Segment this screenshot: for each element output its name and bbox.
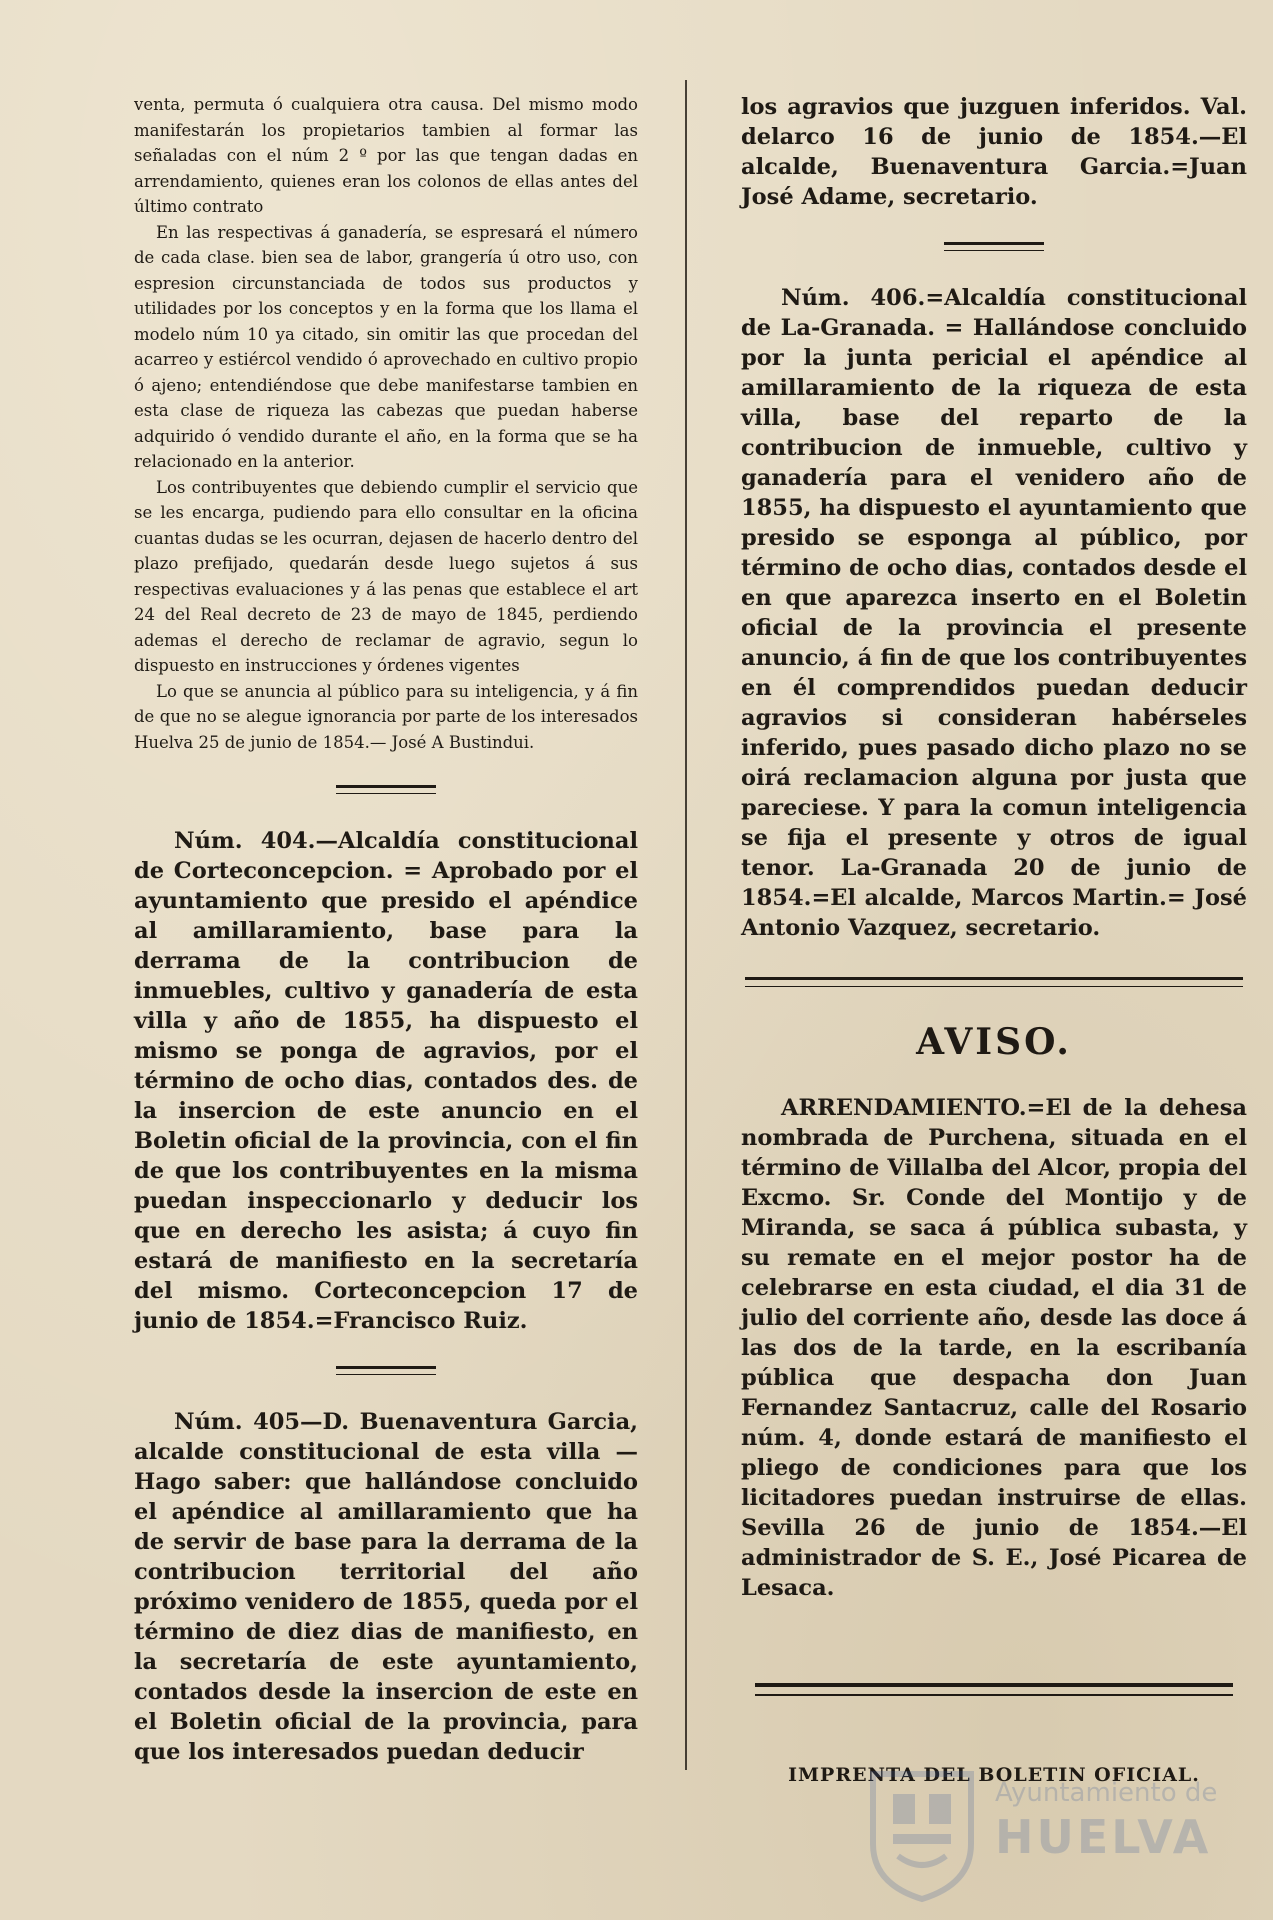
watermark-line-1: Ayuntamiento de [995, 1778, 1218, 1808]
coat-of-arms-icon [863, 1764, 981, 1904]
instructions-block [134, 92, 638, 755]
aviso-notice [741, 1093, 1247, 1603]
column-divider [685, 80, 687, 1770]
notice-text: Núm. 404.—Alcaldía constitucional de Corteconcepcion. = Aprobado por el ayuntamiento que presido el apéndice al amillaramiento, base para la derrama de la contribucion de inmuebles, cultivo y ganadería de esta villa y año de 1855, ha dispuesto el mismo se ponga de agravios, por el término de ocho dias, contados des. de la insercion de este anuncio en el Boletin oficial de la provincia, con el fin de que los contribuyentes en la misma puedan inspeccionarlo y deducir los que en derecho les asista; á cuyo fin estará de manifiesto en la secretaría del mismo. Corteconcepcion 17 de junio de 1854.=Francisco Ruiz. [134, 828, 638, 1334]
notice-text: Núm. 405—D. Buenaventura Garcia, alcalde constitucional de esta villa —Hago saber: que hallándose concluido el apéndice al amillaramiento que ha de servir de base para la derrama de la contribucion territorial del año próximo venidero de 1855, queda por el término de diez dias de manifiesto, en la secretaría de este ayuntamiento, contados desde la insercion de este en el Boletin oficial de la provincia, para que los interesados puedan deducir [134, 1409, 638, 1765]
notice-405-continuation [741, 92, 1247, 212]
section-separator [944, 242, 1044, 251]
notice-text: los agravios que juzguen inferidos. Val. delarco 16 de junio de 1854.—El alcalde, Buenaventura Garcia.=Juan José Adame, secretario. [741, 94, 1247, 210]
notice-404 [134, 826, 638, 1336]
watermark-logo [855, 1760, 1273, 1910]
watermark-line-2: HUELVA [995, 1810, 1212, 1864]
paragraph: Lo que se anuncia al público para su inteligencia, y á fin de que no se alegue ignorancia por parte de los interesados Huelva 25 de junio de 1854.— José A Bustindui. [134, 681, 638, 752]
notice-405 [134, 1407, 638, 1767]
notice-406 [741, 283, 1247, 943]
aviso-heading: AVISO. [916, 1021, 1072, 1063]
section-separator [336, 1366, 436, 1375]
notice-text: Núm. 406.=Alcaldía constitucional de La-Granada. = Hallándose concluido por la junta pericial el apéndice al amillaramiento de la riqueza de esta villa, base del reparto de la contribucion de inmueble, cultivo y ganadería para el venidero año de 1855, ha dispuesto el ayuntamiento que presido se esponga al público, por término de ocho dias, contados desde el en que aparezca inserto en el Boletin oficial de la provincia el presente anuncio, á fin de que los contribuyentes en él comprendidos puedan deducir agravios si consideran habérseles inferido, pues pasado dicho plazo no se oirá reclamacion alguna por justa que pareciese. Y para la comun inteligencia se fija el presente y otros de igual tenor. La-Granada 20 de junio de 1854.=El alcalde, Marcos Martin.= José Antonio Vazquez, secretario. [741, 285, 1247, 941]
printer-imprint: IMPRENTA DEL BOLETIN OFICIAL. [788, 1764, 1200, 1786]
left-column [134, 92, 638, 1767]
closing-separator [755, 1683, 1233, 1696]
paragraph: venta, permuta ó cualquiera otra causa. Del mismo modo manifestarán los propietarios tambien al formar las señaladas con el núm 2 º por las que tengan dadas en arrendamiento, quienes eran los colonos de ellas antes del último contrato [134, 95, 638, 216]
paragraph: Los contribuyentes que debiendo cumplir el servicio que se les encarga, pudiendo para ello consultar en la oficina cuantas dudas se les ocurran, dejasen de hacerlo dentro del plazo prefijado, quedarán desde luego sujetos á sus respectivas evaluaciones y á las penas que establece el art 24 del Real decreto de 23 de mayo de 1845, perdiendo ademas el derecho de reclamar de agravio, segun lo dispuesto en instrucciones y órdenes vigentes [134, 477, 638, 675]
section-separator [336, 785, 436, 794]
notice-text: ARRENDAMIENTO.=El de la dehesa nombrada de Purchena, situada en el término de Villalba del Alcor, propia del Excmo. Sr. Conde del Montijo y de Miranda, se saca á pública subasta, y su remate en el mejor postor ha de celebrarse en esta ciudad, el dia 31 de julio del corriente año, desde las doce á las dos de la tarde, en la escribanía pública que despacha don Juan Fernandez Santacruz, calle del Rosario núm. 4, donde estará de manifiesto el pliego de condiciones para que los licitadores puedan instruirse de ellas. Sevilla 26 de junio de 1854.—El administrador de S. E., José Picarea de Lesaca. [741, 1095, 1247, 1601]
right-column [741, 92, 1247, 1786]
paragraph: En las respectivas á ganadería, se espresará el número de cada clase. bien sea de labor, grangería ú otro uso, con espresion circunstanciada de todos sus productos y utilidades por los conceptos y en la forma que los llama el modelo núm 10 ya citado, sin omitir las que procedan del acarreo y estiércol vendido ó aprovechado en cultivo propio ó ajeno; entendiéndose que debe manifestarse tambien en esta clase de riqueza las cabezas que puedan haberse adquirido ó vendido durante el año, en la forma que se ha relacionado en la anterior. [134, 222, 638, 471]
section-separator [745, 977, 1243, 987]
